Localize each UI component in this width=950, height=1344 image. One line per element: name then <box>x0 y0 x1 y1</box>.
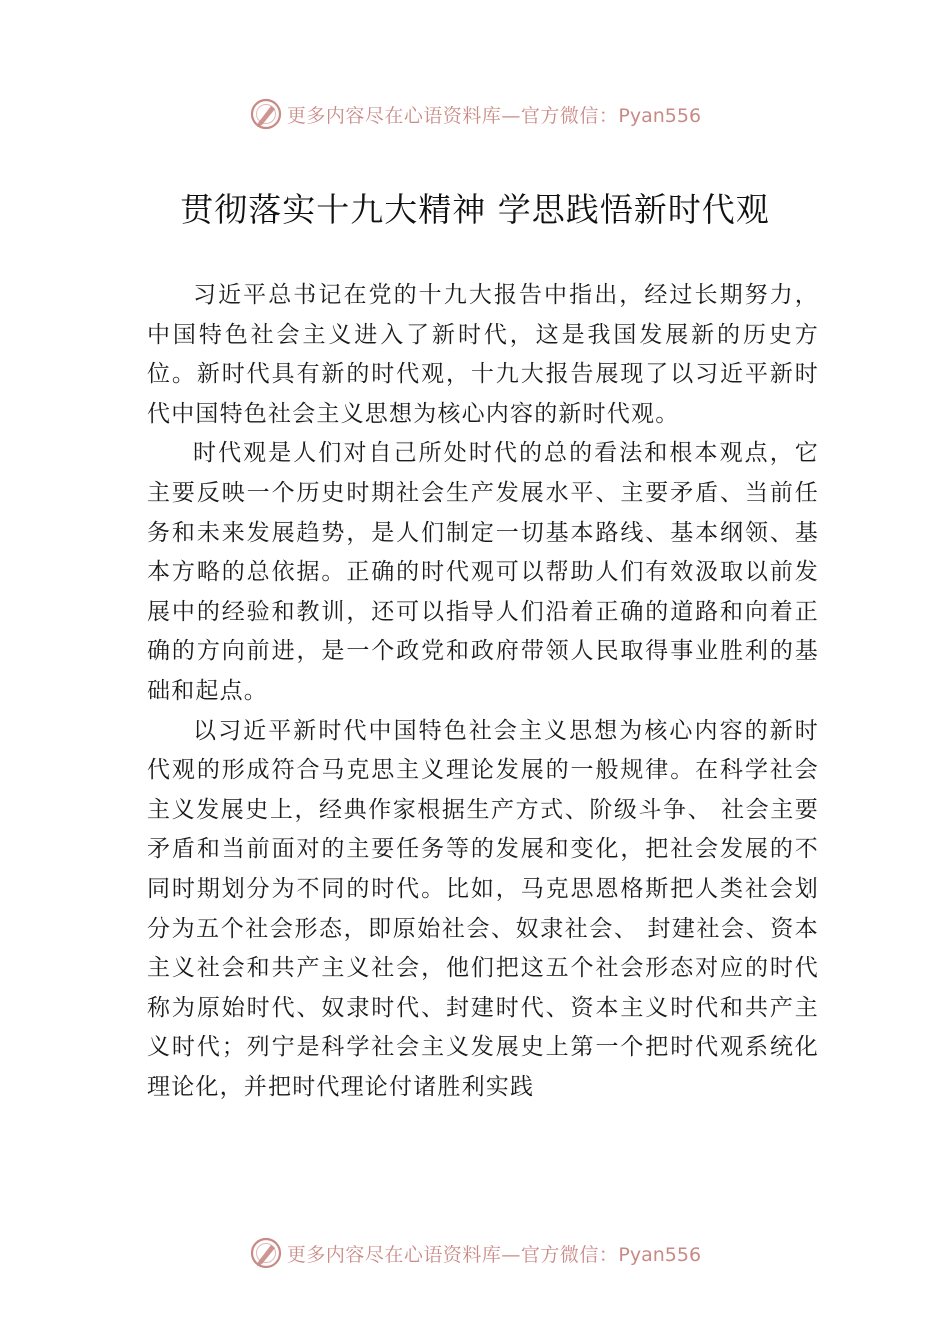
watermark-id: Pyan556 <box>618 104 702 127</box>
header-watermark <box>0 94 950 134</box>
watermark-text <box>287 1240 701 1267</box>
pen-logo-icon <box>249 1236 283 1270</box>
paragraph-2: 时代观是人们对自己所处时代的总的看法和根本观点，它主要反映一个历史时期社会生产发展水平、主要矛盾、当前任务和未来发展趋势，是人们制定一切基本路线、基本纲领、基本方略的总依据。正确的时代观可以帮助人们有效汲取以前发展中的经验和教训，还可以指导人们沿着正确的道路和向着正确的方向前进，是一个政党和政府带领人民取得事业胜利的基础和起点。 <box>147 440 819 704</box>
watermark-id: Pyan556 <box>618 1243 702 1266</box>
pen-logo-icon <box>249 97 283 131</box>
document-title: 贯彻落实十九大精神 学思践悟新时代观 <box>180 190 770 229</box>
document-body <box>147 276 819 1107</box>
paragraph-1: 习近平总书记在党的十九大报告中指出，经过长期努力，中国特色社会主义进入了新时代，这是我国发展新的历史方位。新时代具有新的时代观，十九大报告展现了以习近平新时代中国特色社会主义思想为核心内容的新时代观。 <box>147 282 819 427</box>
watermark-text <box>287 101 701 128</box>
footer-watermark <box>0 1233 950 1273</box>
watermark-label: 更多内容尽在心语资料库—官方微信： <box>286 104 619 127</box>
watermark-label: 更多内容尽在心语资料库—官方微信： <box>286 1243 619 1266</box>
paragraph-3: 以习近平新时代中国特色社会主义思想为核心内容的新时代观的形成符合马克思主义理论发展的一般规律。在科学社会主义发展史上，经典作家根据生产方式、阶级斗争、 社会主要矛盾和当前面对的主要任务等的发展和变化，把社会发展的不同时期划分为不同的时代。比如，马克思恩格斯把人类社会划分为五个社会形态，即原始社会、奴隶社会、 封建社会、资本主义社会和共产主义社会，他们把这五个社会形态对应的时代称为原始时代、奴隶时代、封建时代、资本主义时代和共产主义时代；列宁是科学社会主义发展史上第一个把时代观系统化理论化，并把时代理论付诸胜利实践 <box>147 717 819 1100</box>
